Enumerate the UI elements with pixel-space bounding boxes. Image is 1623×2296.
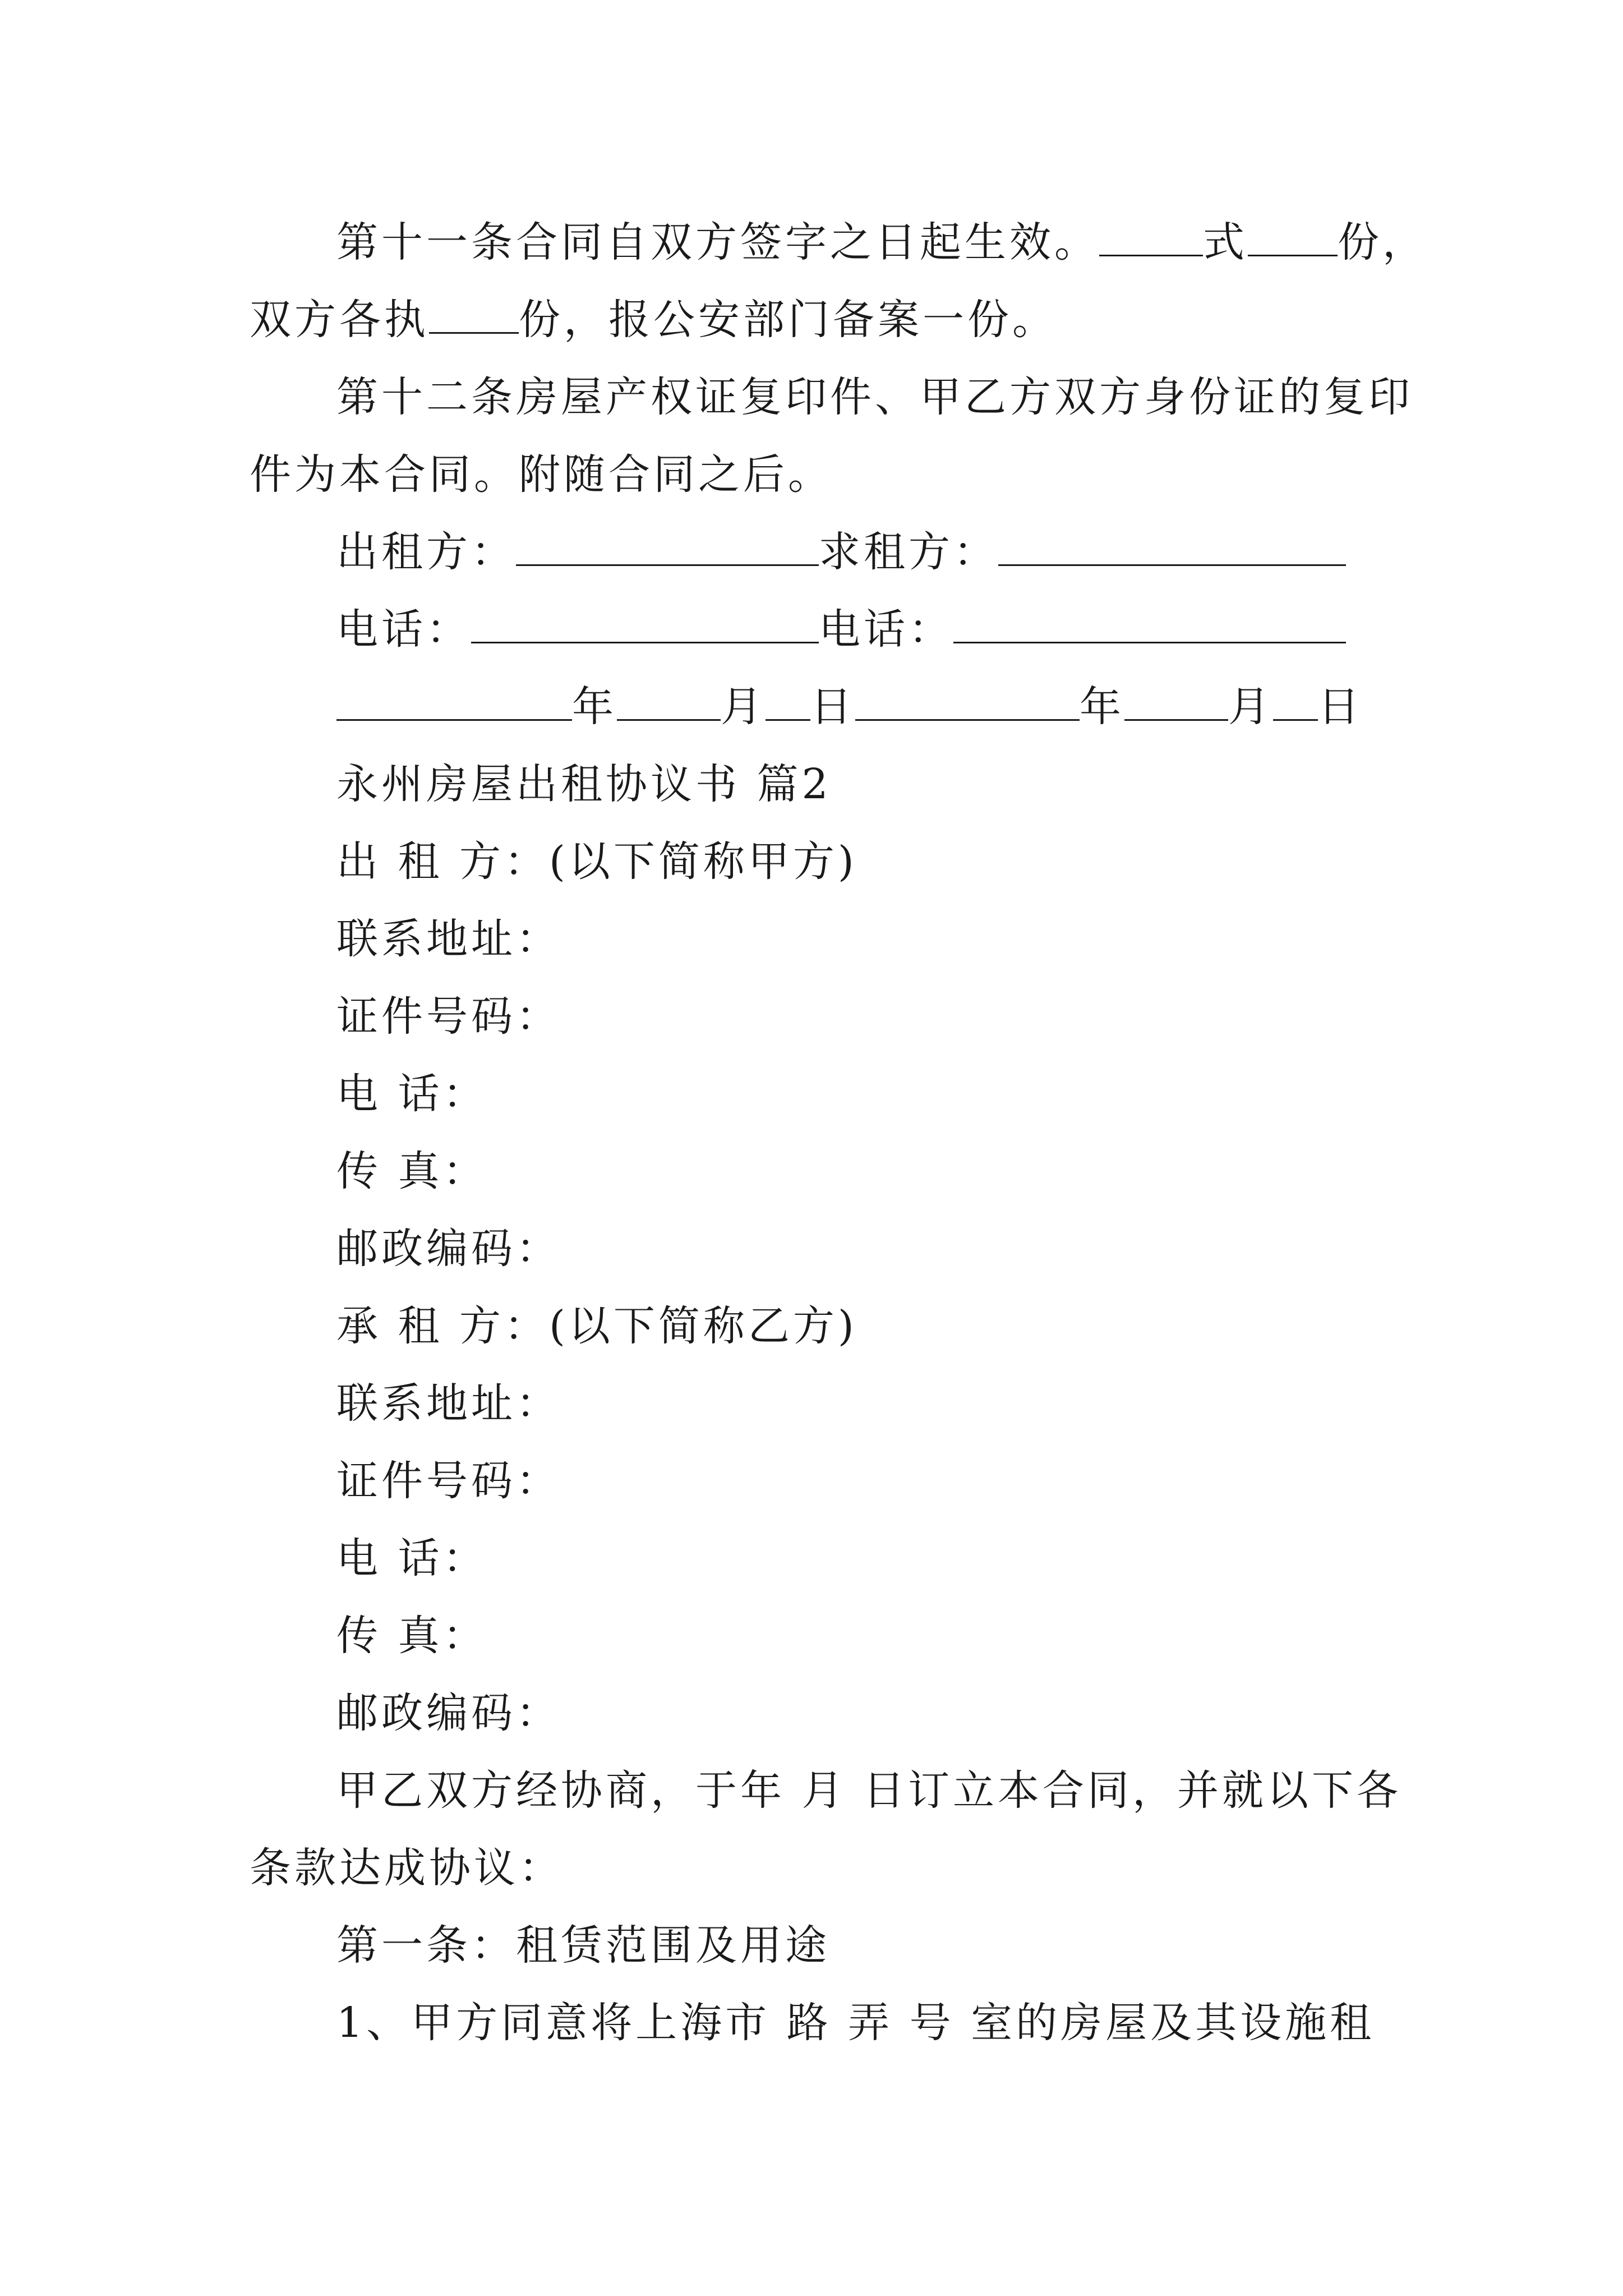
party-b-fax: 传 真： (336, 1612, 488, 1660)
lessor-label: 出租方： (336, 528, 516, 576)
signature-phone-line (336, 601, 1346, 657)
party-b-label: 承 租 方：(以下简称乙方) (336, 1302, 857, 1350)
article-11-filing: 份，报公安部门备案一份。 (519, 296, 1057, 344)
signature-date-line (336, 679, 1363, 735)
article-11-copies-suffix: 份， (1338, 218, 1427, 266)
section-2-title: 永州房屋出租协议书 篇2 (336, 760, 832, 808)
article-11-each-holds: 双方各执 (250, 296, 429, 344)
copies-count-blank[interactable] (1248, 220, 1338, 256)
tenant-day-label: 日 (1318, 683, 1363, 731)
tenant-signature-blank[interactable] (998, 530, 1346, 566)
tenant-year-label: 年 (1080, 683, 1124, 731)
tenant-year-blank[interactable] (855, 684, 1080, 721)
lessor-signature-blank[interactable] (516, 530, 819, 566)
party-a-id-number: 证件号码： (336, 992, 561, 1041)
party-a-phone: 电 话： (336, 1070, 488, 1118)
each-party-copies-blank[interactable] (429, 297, 519, 334)
lessor-phone-label: 电话： (336, 605, 471, 654)
copies-total-blank[interactable] (1099, 220, 1203, 256)
lessor-month-blank[interactable] (617, 684, 721, 721)
signature-parties-line (336, 524, 1346, 580)
tenant-month-blank[interactable] (1124, 684, 1228, 721)
lessor-month-label: 月 (721, 683, 766, 731)
party-a-fax: 传 真： (336, 1147, 488, 1195)
party-b-id-number: 证件号码： (336, 1457, 561, 1505)
party-a-label: 出 租 方：(以下简称甲方) (336, 838, 857, 886)
tenant-label: 求租方： (819, 528, 998, 576)
tenant-day-blank[interactable] (1273, 684, 1318, 721)
preamble-line-2: 条款达成协议： (250, 1844, 564, 1892)
article-12-line-2: 件为本合同。附随合同之后。 (250, 450, 833, 499)
party-b-postcode: 邮政编码： (336, 1689, 561, 1737)
article-11-text: 第十一条合同自双方签字之日起生效。 (336, 218, 1099, 266)
article-11-copies-unit: 式 (1203, 218, 1248, 266)
lessor-year-blank[interactable] (336, 684, 572, 721)
lessor-year-label: 年 (572, 683, 617, 731)
lessor-phone-blank[interactable] (471, 607, 819, 643)
party-a-address: 联系地址： (336, 915, 561, 963)
tenant-month-label: 月 (1228, 683, 1273, 731)
party-b-phone: 电 话： (336, 1534, 488, 1582)
lessor-day-label: 日 (810, 683, 855, 731)
preamble-line-1: 甲乙双方经协商，于年 月 日订立本合同，并就以下各 (336, 1766, 1402, 1815)
lessor-day-blank[interactable] (766, 684, 810, 721)
tenant-phone-label: 电话： (819, 605, 953, 654)
article-11-line-1 (336, 214, 1427, 270)
party-a-postcode: 邮政编码： (336, 1225, 561, 1273)
article-11-line-2 (250, 292, 1057, 348)
article-1-item-1: 1、甲方同意将上海市 路 弄 号 室的房屋及其设施租 (336, 1999, 1375, 2047)
article-1-title: 第一条：租赁范围及用途 (336, 1921, 830, 1970)
article-12-line-1: 第十二条房屋产权证复印件、甲乙方双方身份证的复印 (336, 373, 1413, 421)
party-b-address: 联系地址： (336, 1379, 561, 1428)
tenant-phone-blank[interactable] (953, 607, 1346, 643)
